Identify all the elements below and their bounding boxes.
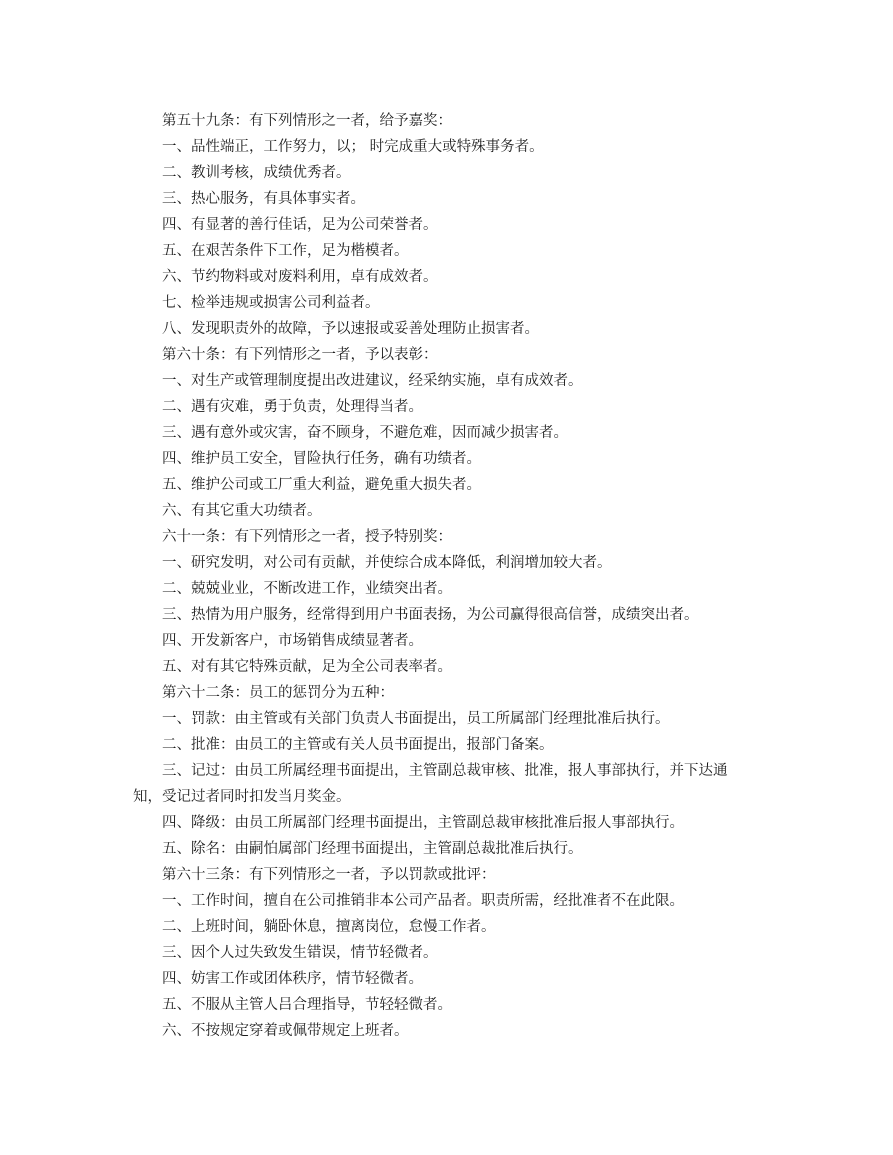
article-63-item-5: 五、不服从主管人吕合理指导，节轻轻微者。 [162,997,452,1013]
article-63-item-1: 一、工作时间，擅自在公司推销非本公司产品者。职责所需，经批准者不在此限。 [162,893,684,909]
article-59-item-6: 六、节约物料或对废料利用，卓有成效者。 [162,269,438,285]
article-59-item-4: 四、有显著的善行佳话，足为公司荣誉者。 [162,217,438,233]
article-61-item-5: 五、对有其它特殊贡献，足为全公司表率者。 [162,659,452,675]
article-62-item-1: 一、罚款：由主管或有关部门负责人书面提出，员工所属部门经理批准后执行。 [162,711,670,727]
article-60-item-3: 三、遇有意外或灾害，奋不顾身，不避危难，因而减少损害者。 [162,425,568,441]
article-62-item-2: 二、批准：由员工的主管或有关人员书面提出，报部门备案。 [162,737,554,753]
article-63-item-4: 四、妨害工作或团体秩序，情节轻微者。 [162,971,423,987]
document-body [133,108,793,1044]
article-62-item-3-continued: 知，受记过者同时扣发当月奖金。 [133,789,351,805]
article-59-heading: 第五十九条：有下列情形之一者，给予嘉奖： [162,113,452,129]
article-60-heading: 第六十条：有下列情形之一者，予以表彰： [162,347,438,363]
article-60-item-2: 二、遇有灾难，勇于负责，处理得当者。 [162,399,423,415]
article-63-item-6: 六、不按规定穿着或佩带规定上班者。 [162,1023,409,1039]
article-62-item-5: 五、除名：由嗣怕属部门经理书面提出，主管副总裁批准后执行。 [162,841,583,857]
article-63-item-3: 三、因个人过失致发生错误，情节轻微者。 [162,945,438,961]
article-63-heading: 第六十三条：有下列情形之一者，予以罚款或批评： [162,867,496,883]
article-62-item-3: 三、记过：由员工所属经理书面提出，主管副总裁审核、批准，报人事部执行，并下达通 [162,763,728,779]
article-59-item-5: 五、在艰苦条件下工作，足为楷模者。 [162,243,409,259]
article-63-item-2: 二、上班时间，躺卧休息，擅离岗位，怠慢工作者。 [162,919,496,935]
article-61-item-1: 一、研究发明，对公司有贡献，并使综合成本降低，利润增加较大者。 [162,555,612,571]
article-60-item-1: 一、对生产或管理制度提出改进建议，经采纳实施，卓有成效者。 [162,373,583,389]
article-61-item-4: 四、开发新客户，市场销售成绩显著者。 [162,633,423,649]
article-59-item-1: 一、品性端正，工作努力，以； 时完成重大或特殊事务者。 [162,139,544,155]
article-60-item-5: 五、维护公司或工厂重大利益，避免重大损失者。 [162,477,481,493]
article-59-item-7: 七、检举违规或损害公司利益者。 [162,295,380,311]
article-61-heading: 六十一条：有下列情形之一者，授予特别奖： [162,529,452,545]
article-61-item-3: 三、热情为用户服务，经常得到用户书面表扬，为公司赢得很高信誉，成绩突出者。 [162,607,699,623]
article-59-item-2: 二、教训考核，成绩优秀者。 [162,165,351,181]
article-60-item-6: 六、有其它重大功绩者。 [162,503,322,519]
article-59-item-8: 八、发现职责外的故障，予以速报或妥善处理防止损害者。 [162,321,539,337]
article-62-item-4: 四、降级：由员工所属部门经理书面提出，主管副总裁审核批准后报人事部执行。 [162,815,684,831]
article-61-item-2: 二、兢兢业业，不断改进工作，业绩突出者。 [162,581,452,597]
article-60-item-4: 四、维护员工安全，冒险执行任务，确有功绩者。 [162,451,481,467]
article-62-heading: 第六十二条：员工的惩罚分为五种： [162,685,394,701]
article-59-item-3: 三、热心服务，有具体事实者。 [162,191,365,207]
